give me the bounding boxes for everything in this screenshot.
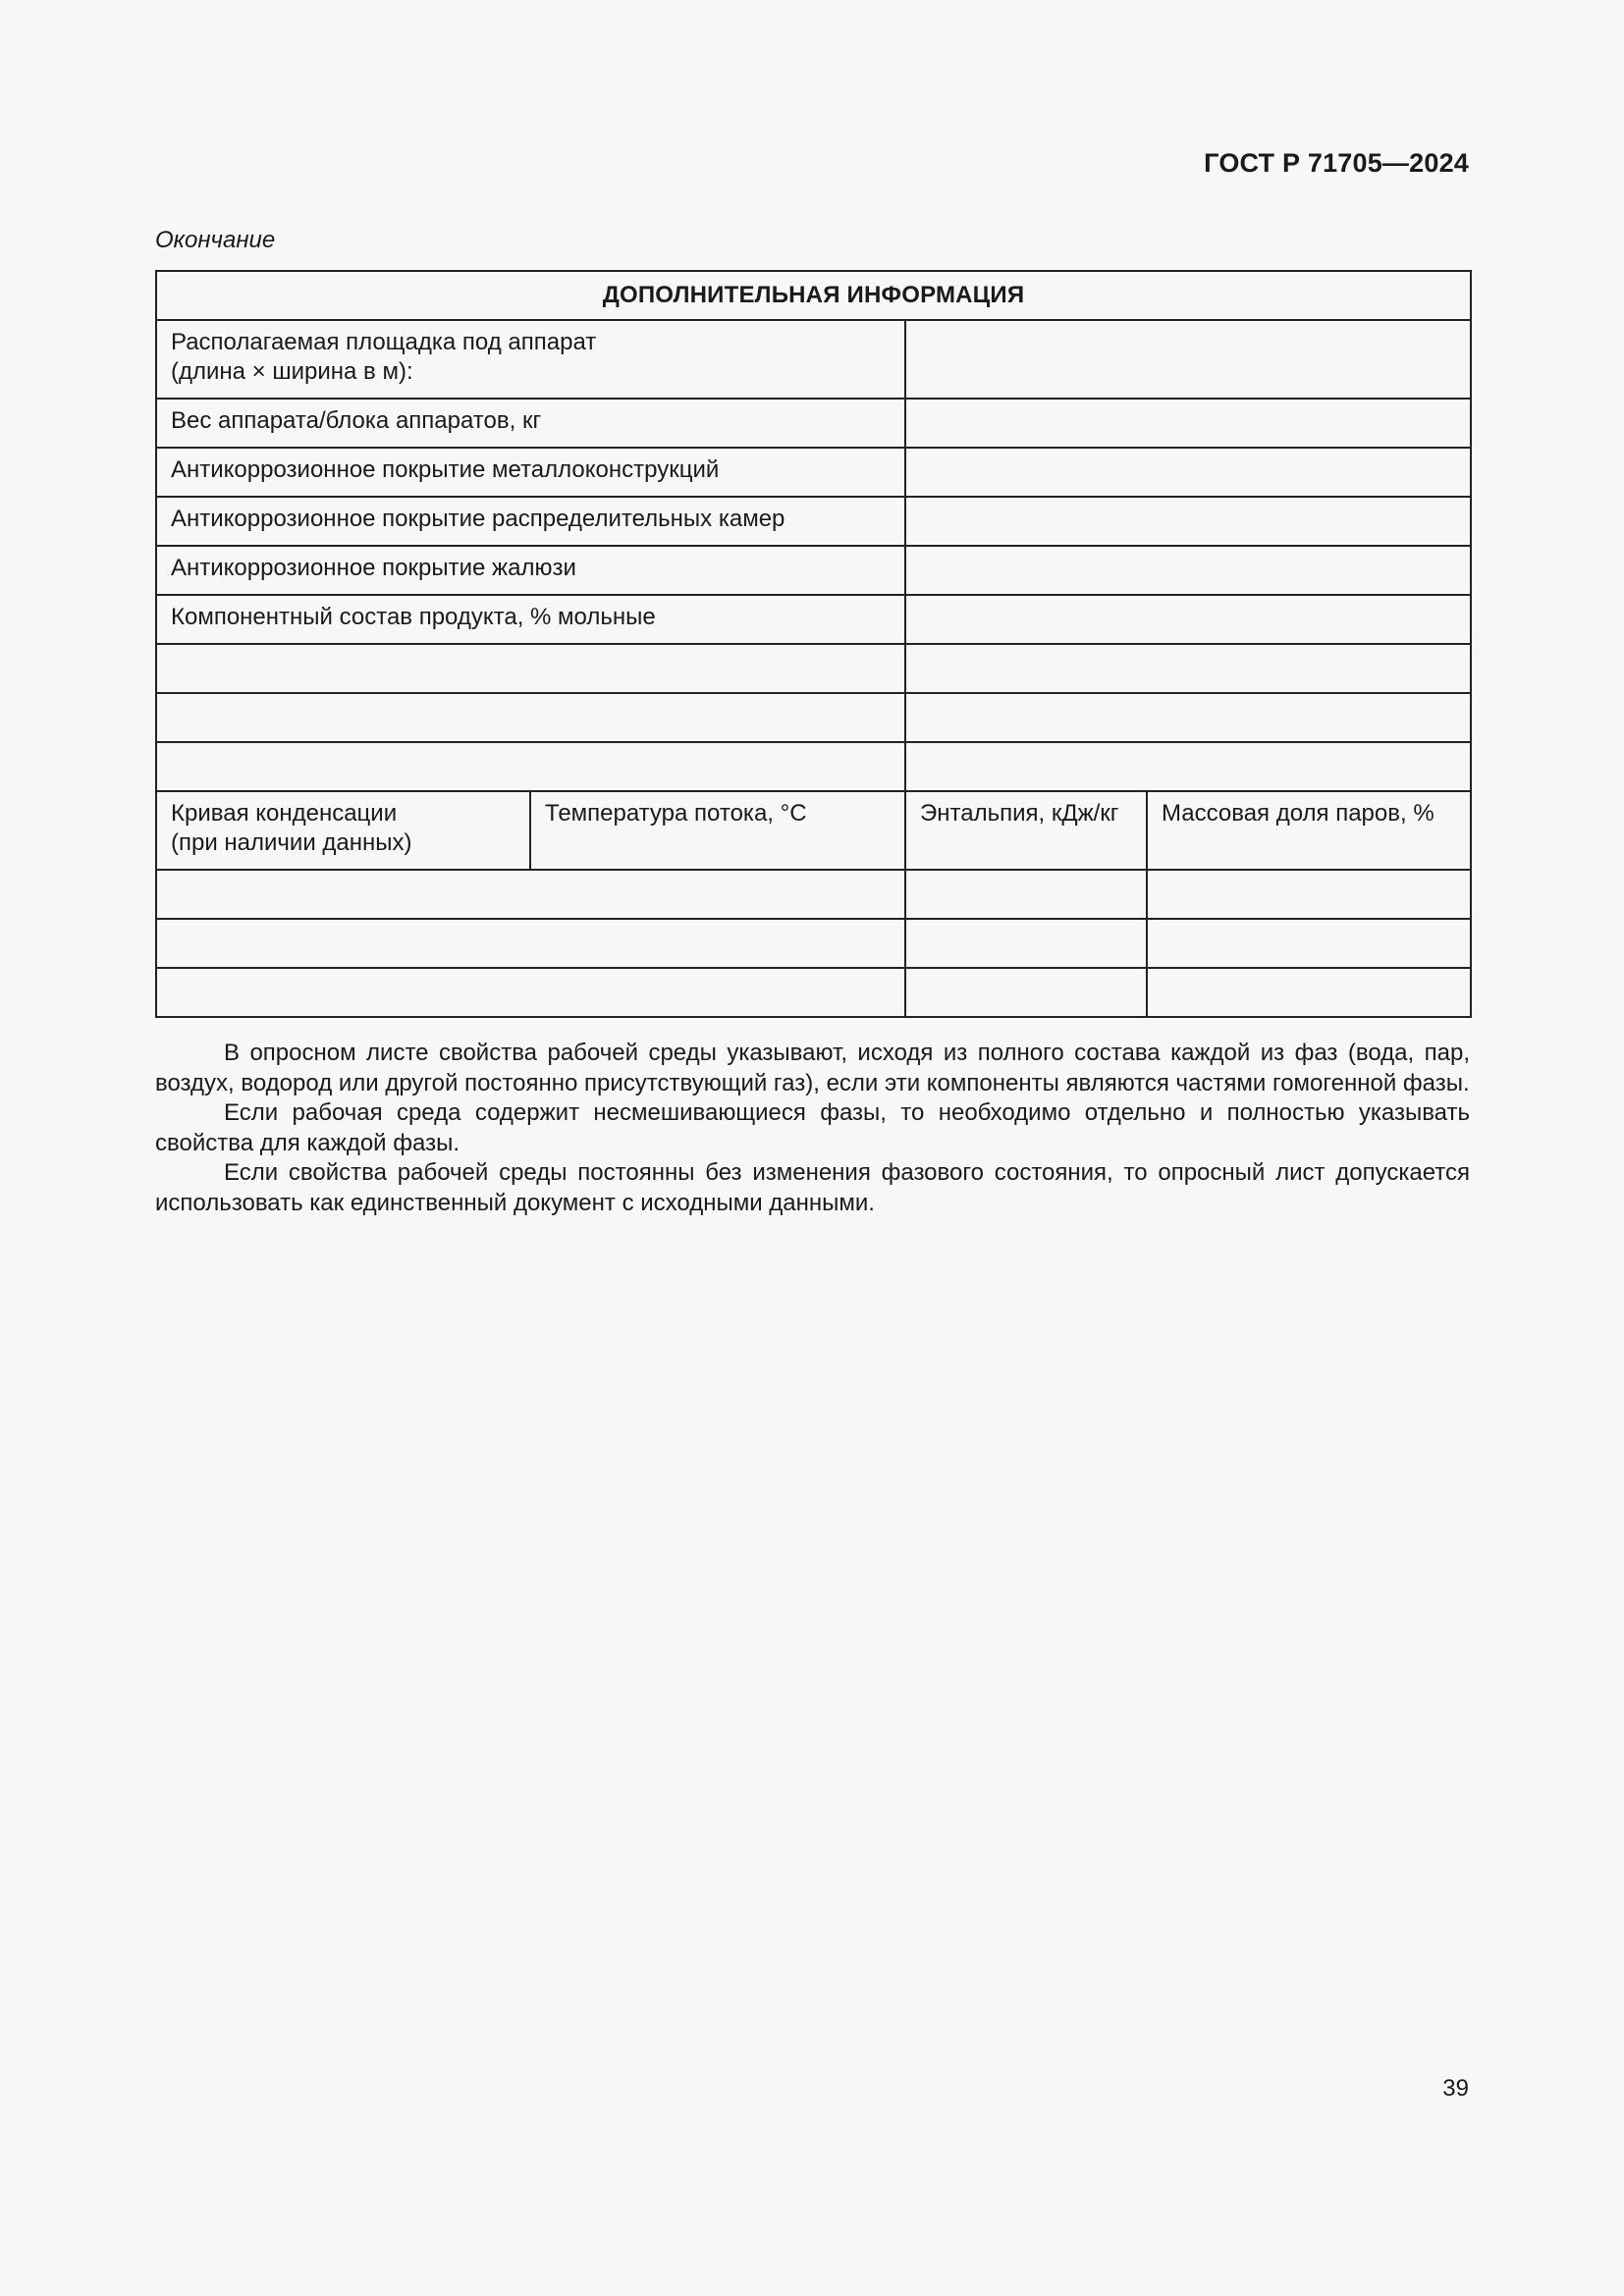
paragraph: Если свойства рабочей среды постоянны без изменения фазового состояния, то опросный лист допускается использовать как единственный документ с исходными данными.: [155, 1159, 1470, 1216]
temperature-cell[interactable]: [156, 919, 905, 968]
row-value-cell[interactable]: [905, 448, 1471, 497]
temperature-cell[interactable]: [156, 870, 905, 919]
continuation-label: Окончание: [155, 227, 276, 253]
row-label: Антикоррозионное покрытие металлоконструкций: [156, 448, 905, 497]
condensation-header-row: [156, 791, 1471, 870]
table-row: [156, 497, 1471, 546]
row-label: Компонентный состав продукта, % мольные: [156, 595, 905, 644]
row-value-cell[interactable]: [905, 693, 1471, 742]
document-code: ГОСТ Р 71705—2024: [1204, 148, 1469, 178]
vapor-fraction-cell[interactable]: [1147, 870, 1471, 919]
table-row: [156, 644, 1471, 693]
row-value-cell[interactable]: [905, 320, 1471, 399]
body-text: [155, 1039, 1470, 1218]
row-value-cell[interactable]: [905, 399, 1471, 448]
column-header-temperature: Температура потока, °C: [530, 791, 905, 870]
condensation-row: [156, 968, 1471, 1017]
table-row: [156, 546, 1471, 595]
row-label-empty[interactable]: [156, 693, 905, 742]
row-label: Антикоррозионное покрытие распределительных камер: [156, 497, 905, 546]
condensation-label: Кривая конденсации (при наличии данных): [156, 791, 530, 870]
vapor-fraction-cell[interactable]: [1147, 968, 1471, 1017]
table-row: [156, 448, 1471, 497]
table-row: [156, 399, 1471, 448]
column-header-vapor-fraction: Массовая доля паров, %: [1147, 791, 1471, 870]
table-row: [156, 693, 1471, 742]
row-value-cell[interactable]: [905, 546, 1471, 595]
row-label: Располагаемая площадка под аппарат (длина × ширина в м):: [156, 320, 905, 399]
temperature-cell[interactable]: [156, 968, 905, 1017]
enthalpy-cell[interactable]: [905, 870, 1147, 919]
table-title: ДОПОЛНИТЕЛЬНАЯ ИНФОРМАЦИЯ: [156, 271, 1471, 320]
row-label-empty[interactable]: [156, 644, 905, 693]
enthalpy-cell[interactable]: [905, 968, 1147, 1017]
table-row: [156, 595, 1471, 644]
column-header-enthalpy: Энтальпия, кДж/кг: [905, 791, 1147, 870]
paragraph: Если рабочая среда содержит несмешивающиеся фазы, то необходимо отдельно и полностью указывать свойства для каждой фазы.: [155, 1099, 1470, 1156]
row-label: Вес аппарата/блока аппаратов, кг: [156, 399, 905, 448]
row-label-empty[interactable]: [156, 742, 905, 791]
vapor-fraction-cell[interactable]: [1147, 919, 1471, 968]
row-label: Антикоррозионное покрытие жалюзи: [156, 546, 905, 595]
row-value-cell[interactable]: [905, 644, 1471, 693]
row-value-cell[interactable]: [905, 742, 1471, 791]
additional-info-table: [155, 270, 1472, 1018]
paragraph: В опросном листе свойства рабочей среды указывают, исходя из полного состава каждой из фаз (вода, пар, воздух, водород или другой постоянно присутствующий газ), если эти компоненты являются частями гомогенной фазы.: [155, 1040, 1470, 1096]
table-row: [156, 742, 1471, 791]
row-value-cell[interactable]: [905, 595, 1471, 644]
table-row: [156, 320, 1471, 399]
page-number: 39: [1442, 2075, 1469, 2102]
table-title-row: [156, 271, 1471, 320]
row-value-cell[interactable]: [905, 497, 1471, 546]
enthalpy-cell[interactable]: [905, 919, 1147, 968]
condensation-row: [156, 870, 1471, 919]
condensation-row: [156, 919, 1471, 968]
